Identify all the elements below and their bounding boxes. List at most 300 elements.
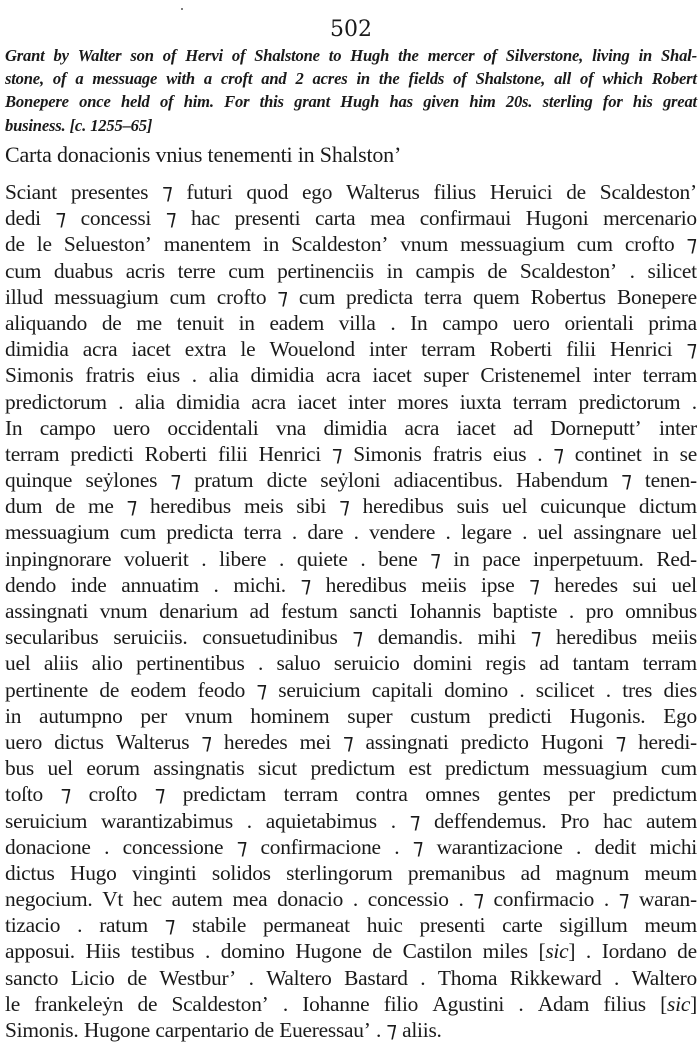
word: him. bbox=[183, 92, 214, 112]
word: ⁊ bbox=[530, 625, 542, 650]
word: cum bbox=[119, 520, 156, 545]
word: eodem bbox=[130, 677, 187, 702]
word: annuatim bbox=[121, 572, 199, 597]
word: de bbox=[137, 991, 158, 1016]
word: of bbox=[231, 46, 246, 65]
word: . bbox=[691, 389, 697, 414]
word: which bbox=[602, 69, 643, 89]
word: filii bbox=[566, 337, 596, 362]
word: ad bbox=[249, 599, 270, 623]
word: Walterus bbox=[346, 180, 420, 204]
word: domino bbox=[444, 677, 508, 702]
word: campis bbox=[415, 258, 475, 283]
text-line bbox=[5, 650, 697, 676]
word: his bbox=[632, 92, 653, 112]
word: in bbox=[238, 310, 255, 335]
word: Shalstone bbox=[254, 46, 320, 65]
word: messuagium bbox=[460, 232, 565, 257]
word: Roberti bbox=[144, 441, 207, 466]
word: ad bbox=[520, 860, 541, 885]
word: ⁊ bbox=[621, 468, 632, 493]
word: fratris bbox=[85, 363, 135, 388]
word: de bbox=[127, 965, 147, 990]
word: acra bbox=[404, 415, 440, 440]
word: sterling bbox=[542, 92, 593, 112]
word: terram bbox=[421, 337, 476, 362]
word: terra bbox=[243, 520, 282, 545]
word: filio bbox=[383, 991, 419, 1016]
word: Simonis bbox=[5, 363, 74, 388]
charter-heading: Carta donacionis vnius tenementi in Shalston’ bbox=[5, 142, 402, 167]
text-line bbox=[5, 624, 697, 650]
word: michi bbox=[649, 834, 697, 859]
word: Scaldeston’ bbox=[519, 258, 617, 283]
text-line bbox=[5, 493, 697, 519]
word: futuri bbox=[186, 180, 233, 204]
word: . bbox=[613, 965, 620, 990]
word: Castilon bbox=[402, 939, 472, 964]
word: permaneat bbox=[263, 913, 350, 938]
word: autumpno bbox=[38, 703, 123, 728]
word: baptiste bbox=[492, 599, 558, 623]
word: . bbox=[629, 258, 635, 283]
word: . bbox=[291, 520, 298, 545]
word: ⁊ bbox=[60, 782, 72, 807]
word: Vt bbox=[102, 887, 124, 912]
word: heredibus bbox=[362, 494, 444, 519]
word: stabile bbox=[192, 913, 247, 938]
word: cum bbox=[5, 258, 42, 283]
word: quiete bbox=[296, 546, 348, 571]
word: Simonis bbox=[353, 441, 422, 466]
word: cum bbox=[228, 258, 265, 283]
word: saluo bbox=[276, 651, 321, 676]
word: iacet bbox=[456, 415, 496, 440]
word: in bbox=[386, 258, 403, 283]
word: tenen- bbox=[644, 468, 697, 493]
text-line bbox=[5, 703, 697, 729]
word: seẏlones bbox=[85, 468, 158, 493]
word: of bbox=[453, 69, 467, 89]
text-line bbox=[5, 231, 697, 257]
word: Thoma bbox=[437, 965, 498, 990]
word: bus bbox=[5, 756, 34, 781]
word: ⁊ bbox=[55, 206, 66, 231]
summary-line bbox=[5, 44, 697, 67]
word: dies bbox=[663, 677, 697, 702]
text-line bbox=[5, 912, 697, 938]
word: the bbox=[398, 46, 419, 65]
word: ipse bbox=[481, 572, 515, 597]
word: crofto bbox=[624, 232, 675, 257]
word: warantizacione bbox=[436, 834, 563, 859]
word: ⁊ bbox=[352, 625, 363, 650]
word: In bbox=[5, 415, 23, 440]
word: hominem bbox=[250, 703, 330, 728]
word: ⁊ bbox=[553, 441, 564, 466]
word: . bbox=[576, 834, 582, 859]
word: orientali bbox=[564, 310, 634, 335]
word: terra bbox=[424, 284, 462, 309]
word: eadem bbox=[269, 310, 325, 335]
word: filius bbox=[433, 180, 476, 204]
word: ⁊ bbox=[473, 887, 484, 912]
word: 20s. bbox=[505, 92, 533, 112]
text-line bbox=[5, 310, 697, 336]
word: continet bbox=[574, 441, 642, 466]
word: seẏloni bbox=[320, 468, 381, 493]
word: Iohannis bbox=[409, 599, 482, 623]
word: dimidia bbox=[176, 389, 240, 414]
word: ⁊ bbox=[126, 494, 138, 519]
word: per bbox=[568, 782, 595, 807]
word: scilicet bbox=[535, 677, 595, 702]
word: meiis bbox=[651, 625, 697, 650]
text-line bbox=[5, 965, 697, 991]
word: seruiciis. bbox=[113, 625, 188, 650]
word: heredes bbox=[223, 729, 288, 754]
word: meis bbox=[243, 494, 284, 519]
word: libere bbox=[219, 546, 267, 571]
word: hec bbox=[132, 887, 162, 912]
word: . bbox=[605, 677, 611, 702]
word: donacio bbox=[277, 887, 344, 912]
word: . bbox=[201, 546, 207, 571]
word: mei bbox=[299, 729, 331, 754]
word: . bbox=[420, 965, 426, 990]
word: Ego bbox=[663, 703, 697, 728]
word: michi. bbox=[233, 572, 286, 597]
word: confirmacio bbox=[493, 887, 595, 912]
word: Habendum bbox=[516, 468, 608, 493]
word: ⁊ bbox=[615, 729, 626, 754]
word: cum bbox=[576, 232, 613, 257]
word: of bbox=[162, 46, 177, 65]
word: of bbox=[159, 92, 174, 112]
text-line bbox=[5, 781, 697, 807]
charter-text bbox=[5, 179, 697, 1043]
word: voluerit bbox=[124, 546, 189, 571]
word: . bbox=[353, 520, 359, 545]
word: contra bbox=[355, 782, 408, 807]
word: acra bbox=[251, 389, 286, 414]
word: [sic] bbox=[660, 991, 697, 1016]
word: . bbox=[390, 310, 396, 335]
word: once bbox=[79, 92, 111, 112]
word: tenuit bbox=[176, 310, 224, 335]
word: sancti bbox=[349, 599, 398, 623]
text-line bbox=[5, 572, 697, 598]
word: custum bbox=[410, 703, 471, 728]
word: ⁊ bbox=[300, 572, 311, 597]
word: Wouelond bbox=[269, 337, 355, 362]
word: seruicio bbox=[333, 651, 400, 676]
word: Hugoni bbox=[525, 206, 589, 231]
word: meiis bbox=[421, 572, 467, 597]
word: ego bbox=[302, 180, 333, 204]
word: terram bbox=[5, 441, 60, 466]
word: living bbox=[592, 46, 630, 65]
word: autem bbox=[645, 808, 697, 833]
word: In bbox=[410, 310, 428, 335]
word: alia bbox=[134, 389, 165, 414]
word: denarium bbox=[159, 599, 238, 623]
word: me bbox=[136, 310, 162, 335]
word: Sciant bbox=[5, 180, 57, 204]
word: . bbox=[568, 599, 574, 623]
word: silicet bbox=[647, 258, 697, 283]
word: [c. bbox=[69, 115, 87, 135]
word: Robert bbox=[651, 69, 697, 89]
word: presentes bbox=[70, 180, 149, 204]
word: domini bbox=[413, 651, 473, 676]
word: ⁊ bbox=[412, 834, 424, 859]
word: . bbox=[258, 651, 264, 676]
word: terram bbox=[512, 389, 568, 414]
word: ⁊ bbox=[236, 834, 248, 859]
word: eius bbox=[492, 441, 527, 466]
word: Roberti bbox=[489, 337, 552, 362]
word: fratris bbox=[432, 441, 482, 466]
word: heredibus bbox=[325, 572, 407, 597]
word: Walterus bbox=[115, 729, 190, 754]
word: apposui. bbox=[5, 939, 75, 964]
word: . bbox=[104, 834, 110, 859]
word: inde bbox=[70, 572, 107, 597]
word: Shalstone, bbox=[475, 69, 546, 89]
summary-line bbox=[5, 90, 697, 113]
word: [sic] bbox=[538, 939, 576, 964]
word: le bbox=[5, 991, 20, 1016]
word: a bbox=[203, 69, 212, 89]
word: predicta bbox=[166, 520, 234, 545]
word: of bbox=[483, 46, 497, 65]
word: Waltero bbox=[266, 965, 332, 990]
word: Dorneputt’ bbox=[550, 415, 642, 440]
word: predictum bbox=[444, 756, 530, 781]
word: illud bbox=[5, 284, 43, 309]
word: . bbox=[585, 939, 592, 964]
word: Henrici bbox=[258, 441, 321, 466]
word: se bbox=[679, 441, 697, 466]
word: feodo bbox=[197, 677, 246, 702]
text-line bbox=[5, 938, 697, 964]
word: demandis. bbox=[377, 625, 463, 650]
word: . bbox=[248, 965, 254, 990]
word: Cristenemel bbox=[480, 363, 581, 388]
word: testibus bbox=[130, 939, 195, 964]
word: pertinente bbox=[5, 677, 89, 702]
word: Scaldeston’ bbox=[291, 232, 389, 257]
text-line bbox=[5, 546, 697, 572]
word: campo bbox=[39, 415, 96, 440]
word: Hugh bbox=[350, 46, 390, 65]
word: terram bbox=[642, 363, 697, 388]
word: aliis. bbox=[402, 1018, 442, 1042]
word: alia bbox=[208, 363, 239, 388]
word: . bbox=[522, 520, 528, 545]
text-line bbox=[5, 598, 697, 624]
summary-line bbox=[5, 114, 697, 137]
word: presenti bbox=[234, 206, 301, 231]
word: ⁊ bbox=[165, 206, 177, 231]
word: sancto bbox=[5, 965, 59, 990]
word: predictorum bbox=[578, 389, 681, 414]
word: uel bbox=[671, 520, 697, 545]
word: messuagium bbox=[54, 284, 159, 309]
word: croft bbox=[220, 69, 253, 89]
word: . bbox=[118, 389, 124, 414]
word: in bbox=[5, 703, 22, 728]
word: predictum bbox=[310, 756, 395, 781]
word: mores bbox=[397, 389, 449, 414]
word: . bbox=[445, 520, 451, 545]
word: dendo bbox=[5, 572, 57, 597]
word: dedi bbox=[5, 206, 41, 231]
word: predictorum bbox=[5, 389, 107, 414]
word: legare bbox=[460, 520, 512, 545]
word: omnibus bbox=[625, 599, 697, 623]
word: eius bbox=[146, 363, 180, 388]
word: Rikkeward bbox=[509, 965, 602, 990]
text-line bbox=[5, 415, 697, 441]
word: meum bbox=[644, 913, 697, 938]
word: ⁊ bbox=[162, 180, 173, 204]
word: . bbox=[77, 913, 83, 938]
word: Bonepere bbox=[616, 284, 697, 309]
word: seruicium bbox=[278, 677, 361, 702]
word: sui bbox=[632, 572, 657, 597]
word: Scaldeston’ bbox=[171, 991, 269, 1016]
text-line bbox=[5, 834, 697, 860]
word: vendere bbox=[369, 520, 436, 545]
word: cuicunque bbox=[540, 494, 626, 519]
word: frankeleẏn bbox=[34, 991, 124, 1016]
word: . bbox=[282, 991, 288, 1016]
word: hac bbox=[603, 808, 633, 833]
word: donacione bbox=[5, 834, 91, 859]
word: autem bbox=[171, 887, 223, 912]
word: miles bbox=[482, 939, 528, 964]
summary-line bbox=[5, 67, 697, 90]
page-number: 502 bbox=[330, 17, 372, 42]
word: uero bbox=[5, 729, 43, 754]
word: ⁊ bbox=[277, 284, 288, 309]
word: him bbox=[469, 92, 496, 112]
word: dimidia bbox=[250, 363, 315, 388]
word: . bbox=[537, 441, 543, 466]
word: vinginti bbox=[131, 860, 197, 885]
word: extra bbox=[184, 337, 227, 362]
word: iuxta bbox=[459, 389, 502, 414]
word: de bbox=[566, 180, 586, 204]
word: messuagium bbox=[5, 520, 110, 545]
word: heredi- bbox=[638, 729, 697, 754]
word: secularibus bbox=[5, 625, 99, 650]
word: heredes bbox=[554, 572, 618, 597]
word: fields bbox=[408, 69, 445, 89]
word: 1255–65] bbox=[90, 115, 153, 135]
word: ⁊ bbox=[686, 232, 697, 257]
word: capitali bbox=[371, 677, 433, 702]
word: given bbox=[423, 92, 460, 112]
word: a bbox=[75, 69, 84, 89]
text-line bbox=[5, 336, 697, 362]
word: . bbox=[191, 363, 197, 388]
word: villa bbox=[338, 310, 376, 335]
word: grant bbox=[294, 92, 330, 112]
word: dedit bbox=[594, 834, 637, 859]
word: ⁊ bbox=[256, 677, 267, 702]
word: Pro bbox=[560, 808, 590, 833]
word: son bbox=[130, 46, 154, 65]
word: tres bbox=[622, 677, 653, 702]
word: vna bbox=[275, 415, 307, 440]
word: inter bbox=[347, 389, 386, 414]
word: de bbox=[487, 258, 508, 283]
word: Henrici bbox=[609, 337, 673, 362]
word: de bbox=[55, 494, 75, 519]
word: eorum bbox=[86, 756, 140, 781]
word: aliis bbox=[43, 651, 79, 676]
word: . bbox=[246, 808, 252, 833]
text-line bbox=[5, 284, 697, 310]
word: . bbox=[603, 887, 609, 912]
word: adiacentibus. bbox=[393, 468, 503, 493]
word: solidos bbox=[211, 860, 271, 885]
text-line bbox=[5, 258, 697, 284]
word: by bbox=[53, 46, 69, 65]
word: ⁊ bbox=[331, 441, 343, 466]
word: uel bbox=[501, 494, 528, 519]
word: le bbox=[36, 232, 52, 257]
word: pace bbox=[482, 546, 521, 571]
word: 2 bbox=[295, 69, 304, 89]
word: deffendemus. bbox=[433, 808, 547, 833]
word: per bbox=[140, 703, 167, 728]
text-line bbox=[5, 519, 697, 545]
word: ratum bbox=[99, 913, 148, 938]
word: Hugone bbox=[295, 939, 362, 964]
word: concessio bbox=[367, 887, 449, 912]
word: uel bbox=[671, 572, 697, 597]
word: croſto bbox=[88, 782, 138, 807]
word: Robertus bbox=[530, 284, 606, 309]
word: toſto bbox=[5, 782, 43, 807]
word: assingnati bbox=[5, 599, 89, 623]
word: mercenario bbox=[603, 206, 697, 231]
word: uero bbox=[112, 415, 150, 440]
word: in bbox=[453, 546, 470, 571]
word: uero bbox=[512, 310, 550, 335]
word: acres bbox=[312, 69, 348, 89]
word: concessione bbox=[122, 834, 224, 859]
word: great bbox=[662, 92, 697, 112]
text-line bbox=[5, 677, 697, 703]
word: uel bbox=[47, 756, 73, 781]
word: ad bbox=[539, 651, 560, 676]
text-line bbox=[5, 860, 697, 886]
word: . bbox=[394, 834, 400, 859]
word: For bbox=[224, 92, 250, 112]
word: Silverstone, bbox=[505, 46, 584, 65]
word: . bbox=[518, 991, 524, 1016]
word: . bbox=[458, 887, 464, 912]
word: . bbox=[519, 677, 525, 702]
word: heredibus bbox=[556, 625, 637, 650]
word: quinque bbox=[5, 468, 73, 493]
word: and bbox=[261, 69, 287, 89]
